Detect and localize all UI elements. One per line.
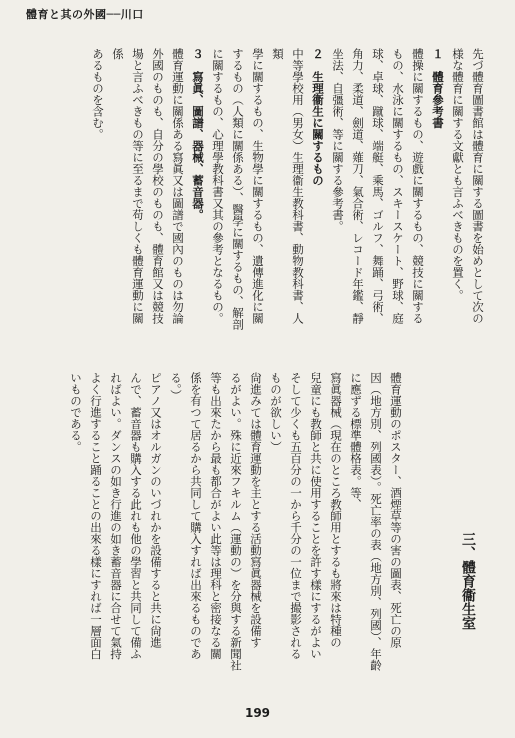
upper-text-block (60, 48, 488, 333)
text-column: るがよい。殊に近來フキルム（運動の）を分與する新聞社 (229, 372, 243, 671)
subsection-heading: ３ 寫眞、圖譜、器械、蓄音器。 (191, 48, 205, 221)
text-column: ピアノ又はオルガンのいづれかを設備すると共に尙進 (149, 372, 163, 648)
text-column: 外國のものも、自分の學校のものも、體育館又は競技 (151, 48, 165, 324)
text-column: 坐法、自彊術、等に關する參考書。 (331, 48, 345, 232)
text-column: もの、水泳に關するもの、スキースケート、野球、庭 (391, 48, 405, 324)
text-column: 體育運動に關係ある寫眞又は圖譜で國內のものは勿論 (171, 48, 185, 324)
text-column: あるものを含む。 (91, 48, 105, 140)
subsection-heading: ２ 生理衞生に關するもの (311, 48, 325, 186)
text-column: に關するもの、心理學教科書又其の參考となるもの。 (211, 48, 225, 324)
text-column: 中等學校用（男女）生理衞生教科書、動物教科書、人類 (271, 48, 305, 324)
running-header: 體育と其の外國──川口 (26, 8, 144, 21)
subsection-heading: １ 體育參考書 (431, 48, 445, 129)
text-column: 體操に關するもの、遊戲に關するもの、競技に關する (411, 48, 425, 324)
text-column: いものである。 (69, 372, 83, 453)
text-column: 角力、柔道、劍道、薙刀、氣合術、レコード年鑑、靜 (351, 48, 365, 324)
text-column: 係を有つて居るから共同して購入すれば出來るものであ (189, 372, 203, 660)
text-column: 體育運動のポスター、酒煙草等の害の圖表、死亡の原 (389, 372, 403, 648)
page-number: 199 (244, 706, 271, 720)
text-column: 尙進みては體育運動を主とする活動寫眞器械を設備す (249, 372, 263, 648)
text-column: 因（地方別、列國表）。死亡率の表（地方別、列國）、年齡 (369, 372, 383, 671)
section-heading-column (418, 372, 478, 690)
text-column: 寫眞器械（現在のところ教師用とするも將來は特種の (329, 372, 343, 648)
text-column: するもの（人類に關係ある）、醫學に關するもの、解剖 (231, 48, 245, 330)
section-heading: 三、體育衞生室 (460, 532, 476, 630)
text-column: んで、蓄音器も購入する此れも他の學習と共同して備ふ (129, 372, 143, 660)
text-column: 先づ體育圖書館は體育に關する圖書を始めとして次の (471, 48, 485, 324)
text-column: よく行進すること踊ることの出來る樣にすれば一層面白 (89, 372, 103, 660)
lower-text-block (60, 372, 406, 690)
text-column: 様な體育に關する文獻とも言ふべきものを置く。 (451, 48, 465, 301)
text-column: ものが欲しい） (269, 372, 283, 453)
text-column: に應ずる標準體格表。等、 (349, 372, 363, 510)
text-column: 場と言ふべきもの等に至るまで苟しくも體育運動に關係 (111, 48, 145, 324)
text-column: 球、卓球、蹴球、端艇、乘馬、ゴルフ、舞踊、弓術、 (371, 48, 385, 324)
text-column: る。） (169, 372, 183, 401)
text-column: ればよい。ダンスの如き行進の如き蓄音器に合せて氣持 (109, 372, 123, 660)
text-column: 學に關するもの、生物學に關するもの、遺傳進化に關 (251, 48, 265, 324)
text-column: 等も出來たから最も都合がよい此等は理科と密接なる關 (209, 372, 223, 660)
text-column: 兒童にも教師と共に使用することを許す樣にするがよい (309, 372, 323, 660)
text-column: そして少くも五百分の一から千分の一位まで撮影される (289, 372, 303, 660)
